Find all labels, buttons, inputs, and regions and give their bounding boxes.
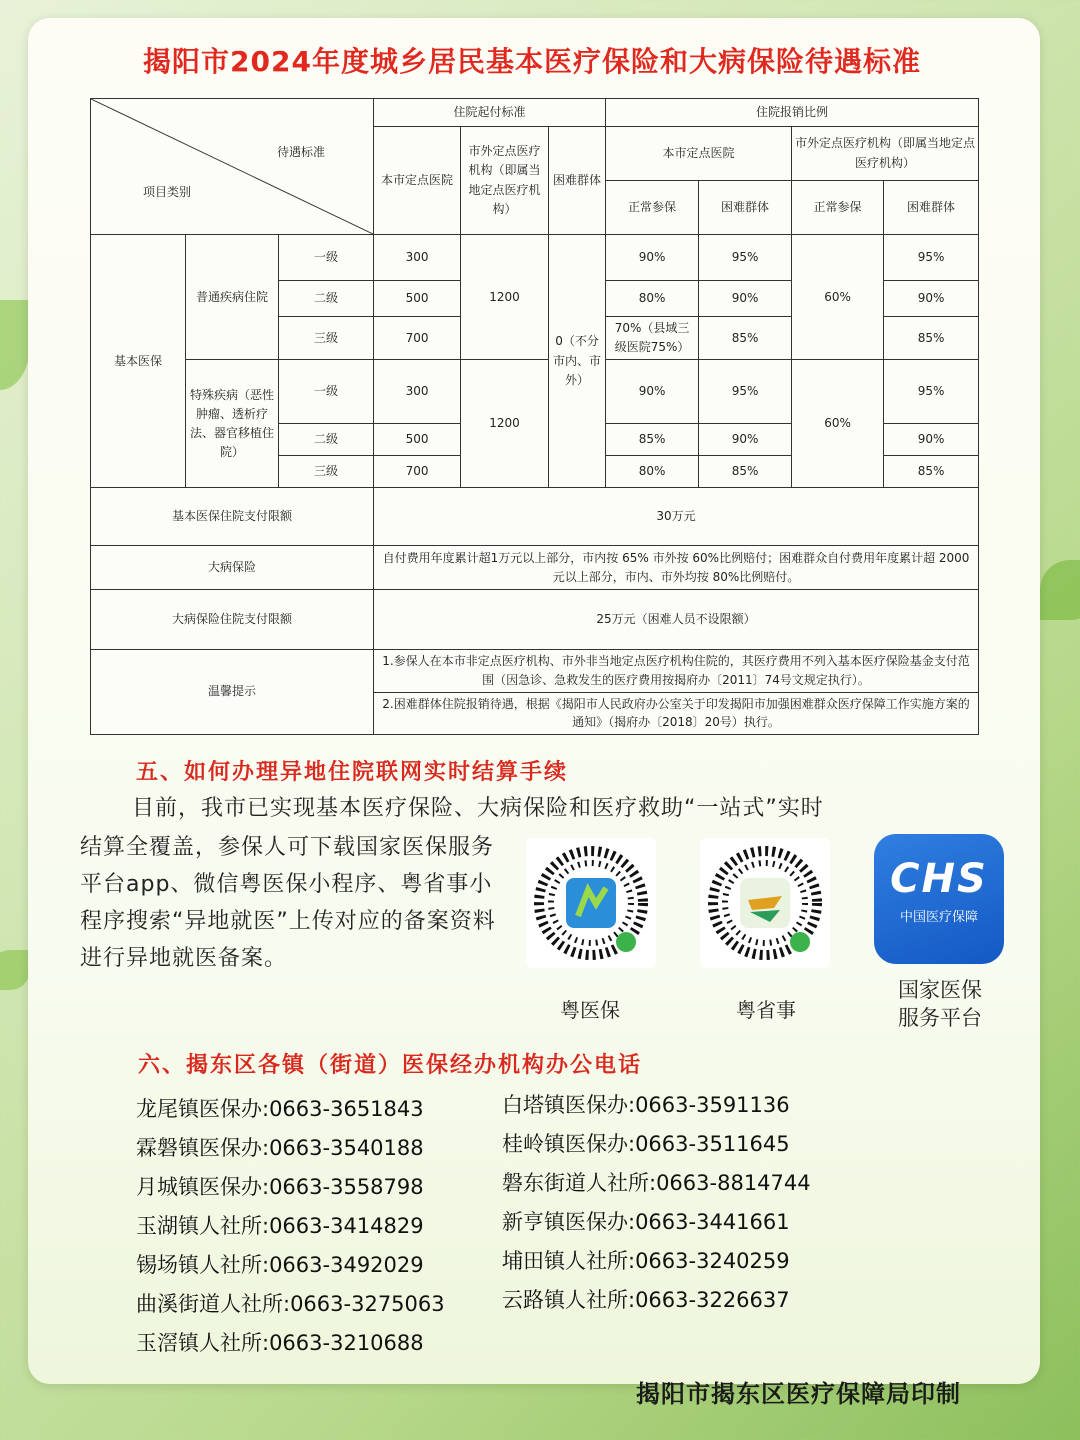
tip-item: 1.参保人在本市非定点医疗机构、市外非当地定点医疗机构住院的，其医疗费用不列入基本医疗保险基金支付范围（因急诊、急救发生的医疗费用按揭府办〔2011〕74号文规定执行）。 xyxy=(374,650,978,692)
table-cell: 90% xyxy=(606,235,699,281)
phone-entry: 锡场镇人社所:0663-3492029 xyxy=(136,1253,424,1277)
phone-entry: 云路镇人社所:0663-3226637 xyxy=(502,1288,790,1312)
table-cell: 90% xyxy=(884,281,979,317)
level-cell: 一级 xyxy=(279,235,374,281)
table-cell: 80% xyxy=(606,281,699,317)
table-cell: 500 xyxy=(374,281,461,317)
critical-limit-value: 25万元（困难人员不设限额） xyxy=(374,590,979,650)
footer-publisher: 揭阳市揭东区医疗保障局印制 xyxy=(636,1380,961,1408)
category-basic: 基本医保 xyxy=(91,235,186,488)
table-cell: 85% xyxy=(699,317,792,360)
chs-app-logo[interactable] xyxy=(874,834,1004,964)
section-5-paragraph: 结算全覆盖，参保人可下载国家医保服务平台app、微信粤医保小程序、粤省事小程序搜索“异地就医”上传对应的备案资料进行异地就医备案。 xyxy=(80,835,496,971)
tips-label: 温馨提示 xyxy=(91,650,374,734)
table-cell: 700 xyxy=(374,317,461,360)
chs-app-caption: 国家医保服务平台 xyxy=(898,978,982,1030)
tip-item: 2.困难群体住院报销待遇，根据《揭阳市人民政府办公室关于印发揭阳市加强困难群众医疗保障工作实施方案的通知》（揭府办〔2018〕20号）执行。 xyxy=(382,696,970,730)
qr-code-yueyibao[interactable] xyxy=(526,838,656,968)
table-cell: 95% xyxy=(699,235,792,281)
header-normal: 正常参保 xyxy=(606,181,699,235)
header-ratio-out: 市外定点医疗机构（即属当地定点医疗机构） xyxy=(792,127,979,181)
phone-list-right xyxy=(502,1086,811,1320)
critical-label: 大病保险 xyxy=(91,546,374,590)
phone-entry: 月城镇医保办:0663-3558798 xyxy=(136,1175,424,1199)
section-5-line1: 目前，我市已实现基本医疗保险、大病保险和医疗救助“一站式”实时 xyxy=(132,796,824,821)
category-special: 特殊疾病（恶性肿瘤、透析疗法、器官移植住院） xyxy=(186,360,279,488)
header-difficult: 困难群体 xyxy=(549,127,606,235)
table-cell: 85% xyxy=(606,424,699,456)
critical-value: 自付费用年度累计超1万元以上部分，市内按 65% 市外按 60%比例赔付；困难群众自付费用年度累计超 2000元以上部分，市内、市外均按 80%比例赔付。 xyxy=(374,546,979,590)
table-cell: 60% xyxy=(792,235,884,360)
section-5-heading: 五、如何办理异地住院联网实时结算手续 xyxy=(136,760,569,785)
level-cell: 二级 xyxy=(279,424,374,456)
level-cell: 二级 xyxy=(279,281,374,317)
phone-entry: 龙尾镇医保办:0663-3651843 xyxy=(136,1097,424,1121)
phone-entry: 曲溪街道人社所:0663-3275063 xyxy=(136,1292,445,1316)
section-6-heading: 六、揭东区各镇（街道）医保经办机构办公电话 xyxy=(138,1053,643,1078)
table-cell: 300 xyxy=(374,360,461,424)
header-ratio-local: 本市定点医院 xyxy=(606,127,792,181)
table-cell: 95% xyxy=(699,360,792,424)
corner-top-label: 待遇标准 xyxy=(277,145,326,159)
header-difficult-group: 困难群体 xyxy=(699,181,792,235)
level-cell: 一级 xyxy=(279,360,374,424)
benefit-table xyxy=(90,98,979,735)
table-cell: 90% xyxy=(699,424,792,456)
corner-bottom-label: 项目类别 xyxy=(143,184,192,199)
table-cell: 1200 xyxy=(461,360,549,488)
table-cell: 90% xyxy=(884,424,979,456)
qr-caption-yueshengshi: 粤省事 xyxy=(736,998,796,1022)
table-cell: 700 xyxy=(374,456,461,488)
header-normal-out: 正常参保 xyxy=(792,181,884,235)
phone-entry: 白塔镇医保办:0663-3591136 xyxy=(502,1093,790,1117)
critical-limit-label: 大病保险住院支付限额 xyxy=(91,590,374,650)
leaf-decoration xyxy=(0,950,30,990)
phone-entry: 霖磐镇医保办:0663-3540188 xyxy=(136,1136,424,1160)
phone-entry: 埔田镇人社所:0663-3240259 xyxy=(502,1249,790,1273)
limit-label: 基本医保住院支付限额 xyxy=(91,488,374,546)
qr-code-yueshengshi[interactable] xyxy=(700,838,830,968)
level-cell: 三级 xyxy=(279,456,374,488)
phone-list-left xyxy=(136,1090,445,1363)
limit-value: 30万元 xyxy=(374,488,979,546)
header-deductible: 住院起付标准 xyxy=(374,99,606,127)
table-cell: 95% xyxy=(884,235,979,281)
tips-cell xyxy=(374,650,979,734)
leaf-decoration xyxy=(1040,560,1080,620)
phone-entry: 玉湖镇人社所:0663-3414829 xyxy=(136,1214,424,1238)
leaf-decoration xyxy=(0,300,30,390)
table-cell: 85% xyxy=(884,317,979,360)
header-difficult-group-out: 困难群体 xyxy=(884,181,979,235)
phone-entry: 磐东街道人社所:0663-8814744 xyxy=(502,1171,811,1195)
header-ratio: 住院报销比例 xyxy=(606,99,979,127)
chs-logo-text: CHS xyxy=(890,856,988,902)
table-cell: 85% xyxy=(884,456,979,488)
table-cell: 60% xyxy=(792,360,884,488)
page-title: 揭阳市2024年度城乡居民基本医疗保险和大病保险待遇标准 xyxy=(143,45,921,78)
table-corner-cell xyxy=(91,99,374,235)
table-cell: 85% xyxy=(699,456,792,488)
phone-entry: 玉滘镇人社所:0663-3210688 xyxy=(136,1331,424,1355)
header-local-hospital: 本市定点医院 xyxy=(374,127,461,235)
header-out-city: 市外定点医疗机构（即属当地定点医疗机构） xyxy=(461,127,549,235)
table-cell: 70%（县域三级医院75%） xyxy=(606,317,699,360)
table-cell: 500 xyxy=(374,424,461,456)
difficult-deductible-cell: 0（不分市内、市外） xyxy=(549,235,606,488)
qr-caption-yueyibao: 粤医保 xyxy=(560,998,620,1022)
category-general: 普通疾病住院 xyxy=(186,235,279,360)
table-cell: 90% xyxy=(699,281,792,317)
table-cell: 300 xyxy=(374,235,461,281)
table-cell: 90% xyxy=(606,360,699,424)
table-cell: 95% xyxy=(884,360,979,424)
chs-logo-subtitle: 中国医疗保障 xyxy=(899,910,978,925)
level-cell: 三级 xyxy=(279,317,374,360)
table-cell: 80% xyxy=(606,456,699,488)
table-cell: 1200 xyxy=(461,235,549,360)
phone-entry: 新亨镇医保办:0663-3441661 xyxy=(502,1210,790,1234)
phone-entry: 桂岭镇医保办:0663-3511645 xyxy=(502,1132,790,1156)
